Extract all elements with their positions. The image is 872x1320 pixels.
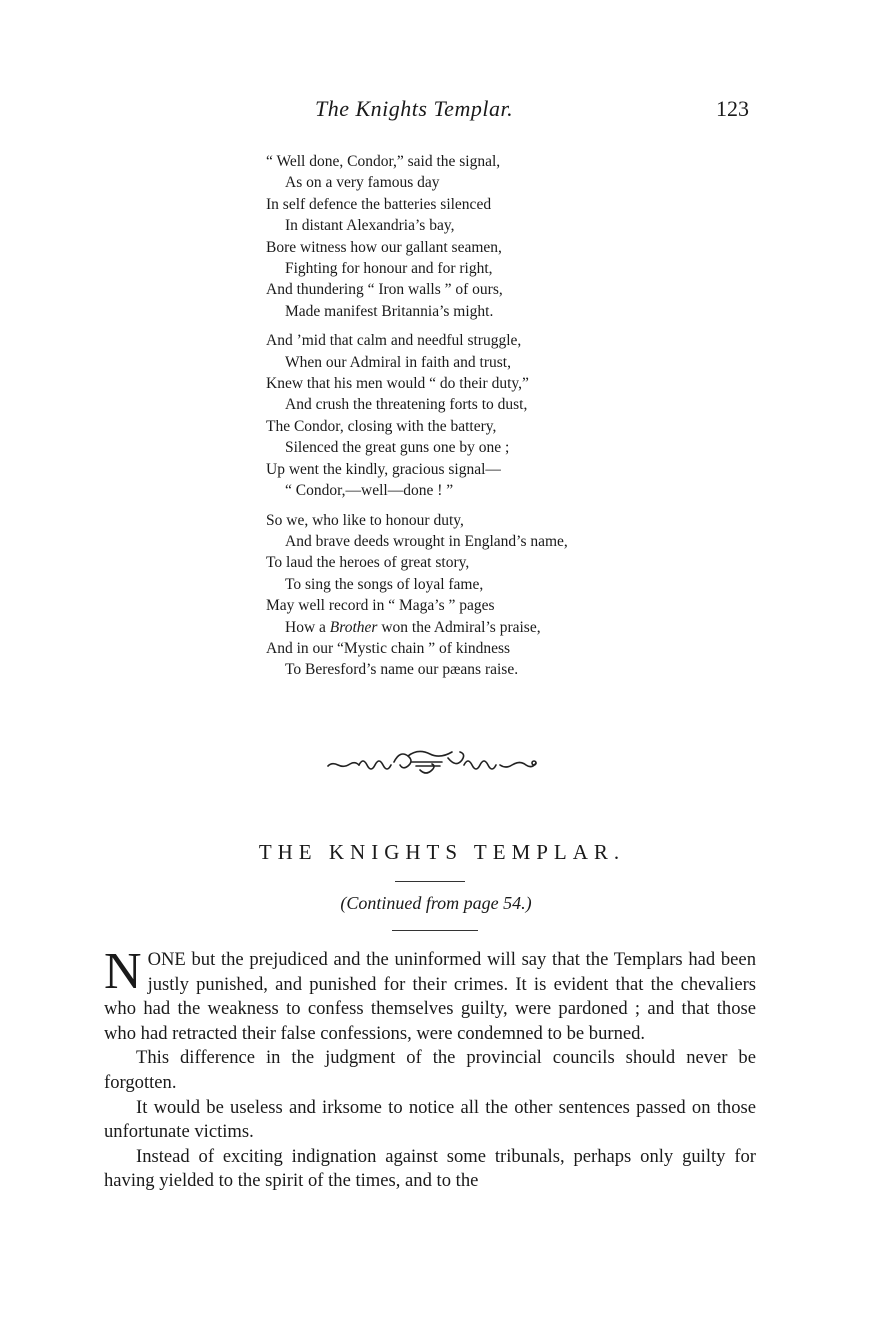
poem-stanza [266, 330, 726, 501]
poem-line: To laud the heroes of great story, [266, 554, 470, 572]
poem-stanza [266, 151, 726, 322]
poem-line: “ Condor,—well—done ! ” [285, 482, 454, 500]
poem-stanza [266, 510, 726, 681]
poem-line: How a Brother won the Admiral’s praise, [285, 618, 541, 636]
poem-line: As on a very famous day [285, 174, 440, 192]
poem-line: To Beresford’s name our pæans raise. [285, 661, 519, 679]
title-divider [395, 881, 465, 882]
continued-note: (Continued from page 54.) [340, 893, 532, 913]
poem-line: May well record in “ Maga’s ” pages [266, 597, 495, 615]
poem-line: To sing the songs of loyal fame, [285, 575, 484, 593]
poem-line: Fighting for honour and for right, [285, 260, 493, 278]
page-header [0, 96, 872, 132]
poem-line: The Condor, closing with the battery, [266, 417, 497, 435]
poem-line: In self defence the batteries silenced [266, 195, 492, 213]
paragraph: This difference in the judgment of the provincial councils should never be forgotten. [104, 1047, 756, 1093]
poem-line: “ Well done, Condor,” said the signal, [266, 153, 501, 170]
article-title: THE KNIGHTS TEMPLAR. [258, 840, 626, 864]
poem-line: And crush the threatening forts to dust, [285, 396, 528, 414]
article-body [104, 943, 756, 1194]
paragraph: NONE but the prejudiced and the uninformed will say that the Templars had been justly punished, and punished for their crimes. It is evident that the chevaliers who had the weakness to confess themselves guilty, were pardoned ; and that those who had retracted their false confessions, were condemned to be burned. [104, 943, 756, 1044]
poem-line: Up went the kindly, gracious signal— [266, 460, 501, 478]
paragraph: Instead of exciting indignation against some tribunals, perhaps only guilty for having yielded to the spirit of the times, and to the [104, 1145, 756, 1192]
poem-line: Knew that his men would “ do their duty,” [266, 375, 529, 393]
poem-line: And in our “Mystic chain ” of kindness [266, 639, 511, 657]
poem-line: And thundering “ Iron walls ” of ours, [266, 281, 503, 299]
running-title: The Knights Templar. [315, 96, 514, 121]
poem-line: Bore witness how our gallant seamen, [266, 238, 502, 256]
poem [266, 151, 726, 689]
page-number: 123 [716, 96, 749, 121]
poem-line: And ’mid that calm and needful struggle, [266, 332, 522, 350]
paragraph: It would be useless and irksome to notice all the other sentences passed on those unfortunate victims. [104, 1096, 756, 1143]
section-divider [392, 930, 478, 931]
poem-line: And brave deeds wrought in England’s name, [285, 532, 568, 550]
decorative-flourish-icon [324, 744, 540, 778]
poem-line: Made manifest Britannia’s might. [285, 302, 494, 320]
poem-line: Silenced the great guns one by one ; [285, 439, 510, 457]
poem-line: So we, who like to honour duty, [266, 511, 464, 529]
drop-cap: N [104, 943, 142, 1000]
poem-line: In distant Alexandria’s bay, [285, 217, 455, 235]
poem-line: When our Admiral in faith and trust, [285, 353, 511, 371]
